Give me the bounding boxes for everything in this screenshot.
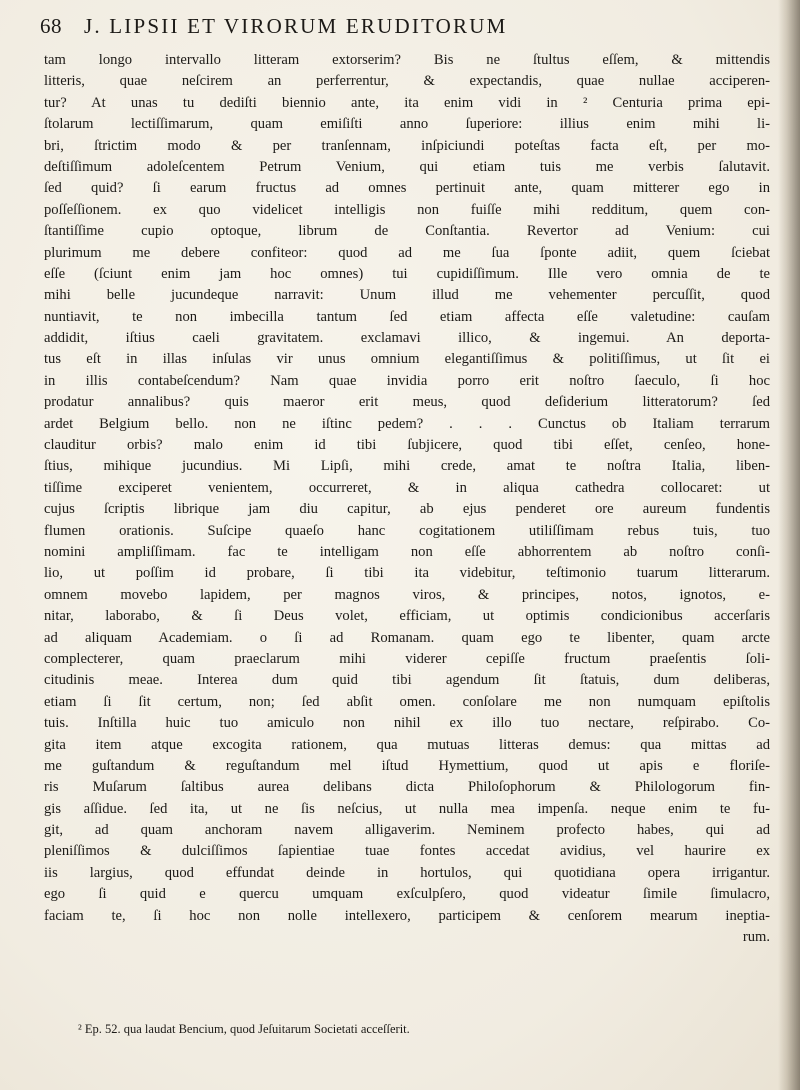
text-line: me guſtandum & reguſtandum mel iſtud Hymettium, quod ut apis e floriſe- — [44, 757, 770, 774]
running-head: J. LIPSII ET VIRORUM ERUDITORUM — [84, 14, 508, 38]
text-line: tus eſt in illas inſulas vir unus omnium elegantiſſimus & politiſſimus, ut ſit ei — [44, 351, 770, 368]
text-line: ſtantiſſime cupio optoque, librum de Conſtantia. Revertor ad Venium: cui — [44, 223, 770, 240]
page-number: 68 — [40, 14, 62, 38]
text-line: ardet Belgium bello. non ne iſtinc pedem? . . . Cunctus ob Italiam terrarum — [44, 415, 770, 432]
body-text — [44, 50, 770, 948]
text-line: nomini ampliſſimam. fac te intelligam non eſſe abhorrentem ab noſtro conſi- — [44, 543, 770, 560]
text-line: ego ſi quid e quercu umquam exſculpſero, quod videatur ſimile ſimulacro, — [44, 886, 770, 903]
text-line: lio, ut poſſim id probare, ſi tibi ita videbitur, teſtimonio tuarum litterarum. — [44, 565, 770, 582]
text-line: in illis contabeſcendum? Nam quae invidia porro erit noſtro ſaeculo, ſi hoc — [44, 372, 770, 389]
text-line: ris Muſarum ſaltibus aurea delibans dicta Philoſophorum & Philologorum fin- — [44, 779, 770, 796]
text-line: plurimum me debere confiteor: quod ad me ſua ſponte adiit, quem ſciebat — [44, 244, 770, 261]
text-line: clauditur orbis? malo enim id tibi ſubjicere, quod tibi eſſet, cenſeo, hone- — [44, 437, 770, 454]
text-line: ſtius, mihique jucundius. Mi Lipſi, mihi crede, amat te noſtra Italia, liben- — [44, 458, 770, 475]
text-line: nuntiavit, te non imbecilla tantum ſed etiam affecta eſſe valetudine: cauſam — [44, 308, 770, 325]
text-line: gita item atque excogita rationem, qua mutuas litteras demus: qua mittas ad — [44, 736, 770, 753]
text-line: tur? At unas tu dediſti biennio ante, ita enim vidi in ² Centuria prima epi- — [44, 94, 770, 111]
page-edge-shadow — [778, 0, 800, 1090]
text-line: tiſſime exciperet venientem, occurreret, & in aliqua cathedra collocaret: ut — [44, 479, 770, 496]
text-line: nitar, laborabo, & ſi Deus volet, efficiam, ut optimis condicionibus accerſaris — [44, 608, 770, 625]
text-line: omnem movebo lapidem, per magnos viros, & principes, notos, ignotos, e- — [44, 586, 770, 603]
text-line: deſtiſſimum adoleſcentem Petrum Venium, qui etiam tuis me verbis ſalutavit. — [44, 158, 770, 175]
text-line: eſſe (ſciunt enim jam hoc omnes) tui cupidiſſimum. Ille vero omnia de te — [44, 265, 770, 282]
text-line: flumen orationis. Suſcipe quaeſo hanc cogitationem utiliſſimam rebus tuis, tuo — [44, 522, 770, 539]
text-line: ſed quid? ſi earum fructus ad omnes pertinuit ante, quam mitterer ego in — [44, 180, 770, 197]
text-line: git, ad quam anchoram navem alligaverim. Neminem profecto habes, qui ad — [44, 822, 770, 839]
text-line: cujus ſcriptis librique jam diu capitur, ab ejus penderet ore aureum fundentis — [44, 501, 770, 518]
text-line: litteris, quae neſcirem an perferrentur, & expectandis, quae nullae acciperen- — [44, 73, 770, 90]
text-line: tam longo intervallo litteram extorserim? Bis ne ſtultus eſſem, & mittendis — [44, 52, 770, 68]
page-header — [40, 14, 770, 42]
text-line: mihi belle jucundeque narravit: Unum illud me vehementer percuſſit, quod — [44, 287, 770, 304]
text-line: addidit, iſtius caeli gravitatem. exclamavi illico, & ingemui. An deporta- — [44, 330, 770, 347]
text-line: rum. — [742, 929, 770, 946]
text-line: pleniſſimos & dulciſſimos ſapientiae tuae fontes accedat avidius, vel haurire ex — [44, 843, 770, 860]
text-line: bri, ſtrictim modo & per tranſennam, inſpiciundi poteſtas facta eſt, per mo- — [44, 137, 770, 154]
text-line: etiam ſi ſit certum, non; ſed abſit omen. conſolare me non numquam epiſtolis — [44, 693, 770, 710]
text-line: poſſeſſionem. ex quo videlicet intelligis non fuiſſe mihi redditum, quem con- — [44, 201, 770, 218]
text-line: faciam te, ſi hoc non nolle intellexero, participem & cenſorem mearum ineptia- — [44, 907, 770, 924]
text-line: complecterer, quam praeclarum mihi viderer cepiſſe fructum praeſentis ſoli- — [44, 650, 770, 667]
text-line: iis largius, quod effundat deinde in hortulos, qui quotidiana opera irrigantur. — [44, 864, 770, 881]
text-line: ſtolarum lectiſſimarum, quam emiſiſti anno ſuperiore: illius enim mihi li- — [44, 116, 770, 133]
text-line: prodatur annalibus? quis maeror erit meus, quod deſiderium litteratorum? ſed — [44, 394, 770, 411]
text-line: citudinis meae. Interea dum quid tibi agendum ſit ſtatuis, dum deliberas, — [44, 672, 770, 689]
text-line: gis aſſidue. ſed ita, ut ne ſis neſcius, ut nulla mea impenſa. neque enim te fu- — [44, 800, 770, 817]
footnote: ² Ep. 52. qua laudat Bencium, quod Jeſuitarum Societati acceſſerit. — [78, 1022, 410, 1036]
text-line: ad aliquam Academiam. o ſi ad Romanam. quam ego te libenter, quam arcte — [44, 629, 770, 646]
text-line: tuis. Inſtilla huic tuo amiculo non nihil ex illo tuo nectare, reſpirabo. Co- — [44, 715, 770, 732]
